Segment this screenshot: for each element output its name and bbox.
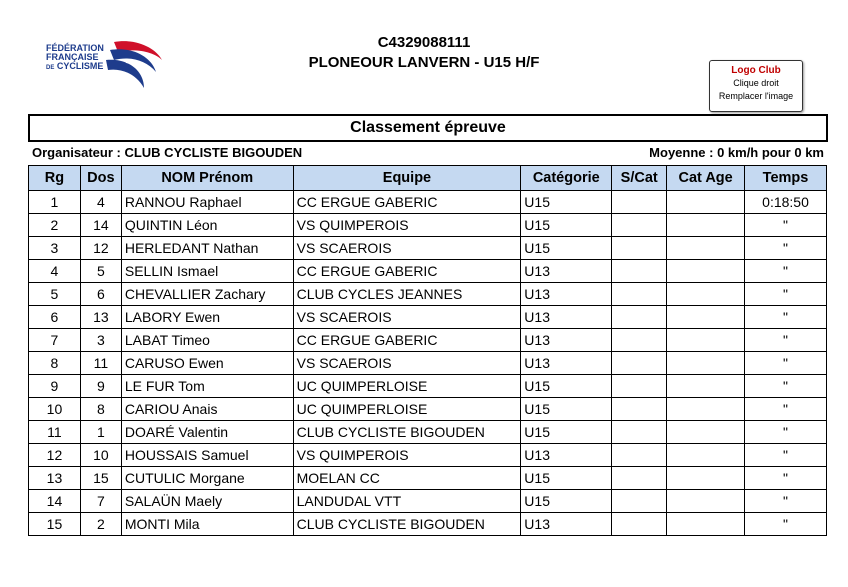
table-row — [29, 375, 827, 398]
cell-nom: DOARÉ Valentin — [121, 421, 293, 444]
cell-dos: 11 — [80, 352, 121, 375]
cell-rg: 10 — [29, 398, 81, 421]
cell-categorie: U15 — [521, 191, 612, 214]
cell-scat — [612, 191, 667, 214]
table-row — [29, 467, 827, 490]
table-row — [29, 237, 827, 260]
cell-scat — [612, 490, 667, 513]
cell-nom: CHEVALLIER Zachary — [121, 283, 293, 306]
cell-rg: 11 — [29, 421, 81, 444]
cell-dos: 2 — [80, 513, 121, 536]
cell-nom: SELLIN Ismael — [121, 260, 293, 283]
cell-catage — [667, 444, 745, 467]
cell-temps: " — [745, 352, 827, 375]
cell-catage — [667, 214, 745, 237]
cell-catage — [667, 191, 745, 214]
cell-nom: SALAÜN Maely — [121, 490, 293, 513]
cell-catage — [667, 306, 745, 329]
cell-equipe: CC ERGUE GABERIC — [293, 329, 521, 352]
cell-catage — [667, 467, 745, 490]
cell-equipe: VS QUIMPEROIS — [293, 214, 521, 237]
table-row — [29, 513, 827, 536]
cell-equipe: CC ERGUE GABERIC — [293, 260, 521, 283]
table-row — [29, 214, 827, 237]
cell-nom: RANNOU Raphael — [121, 191, 293, 214]
cell-nom: CUTULIC Morgane — [121, 467, 293, 490]
cell-temps: " — [745, 467, 827, 490]
cell-dos: 13 — [80, 306, 121, 329]
cell-scat — [612, 421, 667, 444]
cell-equipe: VS SCAEROIS — [293, 306, 521, 329]
cell-scat — [612, 214, 667, 237]
cell-dos: 3 — [80, 329, 121, 352]
cell-equipe: MOELAN CC — [293, 467, 521, 490]
classement-heading: Classement épreuve — [28, 114, 828, 142]
cell-scat — [612, 513, 667, 536]
cell-temps: " — [745, 260, 827, 283]
table-row — [29, 260, 827, 283]
cell-equipe: CLUB CYCLES JEANNES — [293, 283, 521, 306]
cell-catage — [667, 421, 745, 444]
cell-equipe: VS SCAEROIS — [293, 352, 521, 375]
table-row — [29, 490, 827, 513]
race-title: PLONEOUR LANVERN - U15 H/F — [308, 54, 540, 71]
cell-equipe: UC QUIMPERLOISE — [293, 375, 521, 398]
cell-equipe: CC ERGUE GABERIC — [293, 191, 521, 214]
cell-dos: 15 — [80, 467, 121, 490]
cell-catage — [667, 490, 745, 513]
table-row — [29, 306, 827, 329]
cell-equipe: CLUB CYCLISTE BIGOUDEN — [293, 513, 521, 536]
cell-categorie: U15 — [521, 375, 612, 398]
cell-catage — [667, 398, 745, 421]
cell-temps: " — [745, 444, 827, 467]
ffc-logo-text: FÉDÉRATION FRANÇAISE DE CYCLISME — [46, 43, 104, 71]
cell-nom: QUINTIN Léon — [121, 214, 293, 237]
cell-scat — [612, 260, 667, 283]
cell-nom: CARIOU Anais — [121, 398, 293, 421]
col-temps: Temps — [745, 166, 827, 191]
cell-rg: 8 — [29, 352, 81, 375]
cell-temps: " — [745, 398, 827, 421]
cell-scat — [612, 398, 667, 421]
cell-dos: 1 — [80, 421, 121, 444]
cell-categorie: U13 — [521, 444, 612, 467]
cell-temps: " — [745, 490, 827, 513]
logo-club-placeholder[interactable] — [709, 60, 803, 112]
cell-nom: CARUSO Ewen — [121, 352, 293, 375]
cell-temps: " — [745, 214, 827, 237]
cell-categorie: U13 — [521, 306, 612, 329]
cell-scat — [612, 444, 667, 467]
cell-catage — [667, 237, 745, 260]
cell-dos: 12 — [80, 237, 121, 260]
cell-rg: 4 — [29, 260, 81, 283]
cell-rg: 13 — [29, 467, 81, 490]
col-equipe: Equipe — [293, 166, 521, 191]
cell-temps: " — [745, 329, 827, 352]
cell-rg: 2 — [29, 214, 81, 237]
cell-catage — [667, 375, 745, 398]
cell-categorie: U13 — [521, 260, 612, 283]
table-header-row — [29, 166, 827, 191]
cell-rg: 9 — [29, 375, 81, 398]
cell-nom: HERLEDANT Nathan — [121, 237, 293, 260]
cell-scat — [612, 283, 667, 306]
cell-categorie: U13 — [521, 352, 612, 375]
cell-scat — [612, 375, 667, 398]
logo-club-line1: Clique droit — [733, 78, 779, 88]
logo-club-line2: Remplacer l'image — [718, 91, 794, 101]
cell-catage — [667, 283, 745, 306]
table-row — [29, 444, 827, 467]
cell-nom: LABAT Timeo — [121, 329, 293, 352]
col-rg: Rg — [29, 166, 81, 191]
cell-nom: HOUSSAIS Samuel — [121, 444, 293, 467]
cell-dos: 9 — [80, 375, 121, 398]
col-scat: S/Cat — [612, 166, 667, 191]
cell-temps: 0:18:50 — [745, 191, 827, 214]
cell-equipe: LANDUDAL VTT — [293, 490, 521, 513]
cell-scat — [612, 467, 667, 490]
col-dos: Dos — [80, 166, 121, 191]
results-table — [28, 165, 827, 536]
cell-temps: " — [745, 375, 827, 398]
cell-categorie: U15 — [521, 398, 612, 421]
table-row — [29, 191, 827, 214]
cell-categorie: U13 — [521, 513, 612, 536]
table-row — [29, 352, 827, 375]
cell-catage — [667, 513, 745, 536]
cell-categorie: U15 — [521, 467, 612, 490]
cell-rg: 12 — [29, 444, 81, 467]
logo-club-title: Logo Club — [731, 65, 781, 76]
cell-dos: 6 — [80, 283, 121, 306]
cell-scat — [612, 329, 667, 352]
cell-dos: 10 — [80, 444, 121, 467]
cell-rg: 5 — [29, 283, 81, 306]
cell-categorie: U13 — [521, 329, 612, 352]
cell-scat — [612, 352, 667, 375]
cell-rg: 7 — [29, 329, 81, 352]
cell-equipe: VS SCAEROIS — [293, 237, 521, 260]
cell-categorie: U15 — [521, 214, 612, 237]
cell-temps: " — [745, 513, 827, 536]
cell-nom: MONTI Mila — [121, 513, 293, 536]
cell-categorie: U15 — [521, 237, 612, 260]
cell-dos: 5 — [80, 260, 121, 283]
cell-temps: " — [745, 283, 827, 306]
table-row — [29, 283, 827, 306]
moyenne: Moyenne : 0 km/h pour 0 km — [649, 145, 824, 160]
cell-dos: 14 — [80, 214, 121, 237]
cell-categorie: U15 — [521, 421, 612, 444]
cell-catage — [667, 329, 745, 352]
cell-nom: LE FUR Tom — [121, 375, 293, 398]
table-row — [29, 329, 827, 352]
cell-temps: " — [745, 421, 827, 444]
cell-dos: 7 — [80, 490, 121, 513]
cell-scat — [612, 237, 667, 260]
cell-scat — [612, 306, 667, 329]
cell-equipe: CLUB CYCLISTE BIGOUDEN — [293, 421, 521, 444]
col-catage: Cat Age — [667, 166, 745, 191]
cell-catage — [667, 260, 745, 283]
col-nom: NOM Prénom — [121, 166, 293, 191]
cell-categorie: U13 — [521, 283, 612, 306]
cell-nom: LABORY Ewen — [121, 306, 293, 329]
col-categorie: Catégorie — [521, 166, 612, 191]
cell-rg: 3 — [29, 237, 81, 260]
cell-dos: 8 — [80, 398, 121, 421]
cell-rg: 15 — [29, 513, 81, 536]
cell-temps: " — [745, 237, 827, 260]
table-row — [29, 421, 827, 444]
table-row — [29, 398, 827, 421]
cell-categorie: U15 — [521, 490, 612, 513]
organisateur: Organisateur : CLUB CYCLISTE BIGOUDEN — [32, 145, 303, 160]
cell-temps: " — [745, 306, 827, 329]
cell-rg: 1 — [29, 191, 81, 214]
cell-catage — [667, 352, 745, 375]
cell-dos: 4 — [80, 191, 121, 214]
race-code: C4329088111 — [377, 34, 471, 51]
cell-equipe: UC QUIMPERLOISE — [293, 398, 521, 421]
cell-rg: 6 — [29, 306, 81, 329]
cell-rg: 14 — [29, 490, 81, 513]
cell-equipe: VS QUIMPEROIS — [293, 444, 521, 467]
